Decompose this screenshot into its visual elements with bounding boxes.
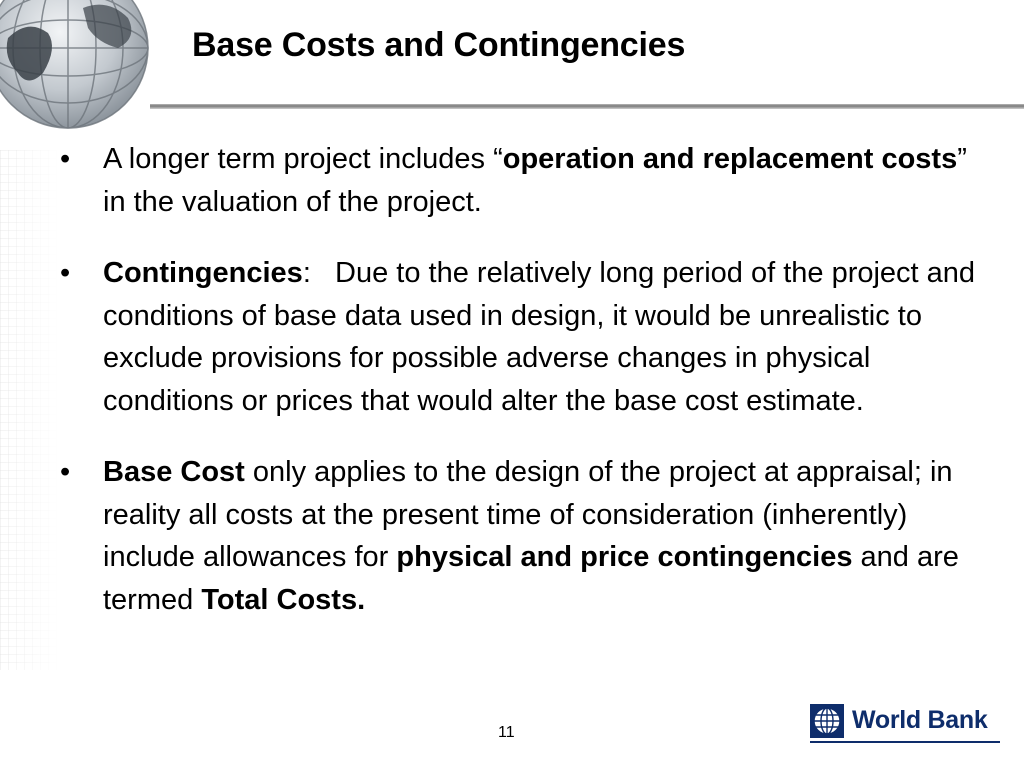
list-item	[58, 252, 984, 422]
background-grid-decoration	[0, 150, 60, 670]
bullet-text: Contingencies: Due to the relatively long period of the project and conditions of base data used in design, it would be unrealistic to exclude provisions for possible adverse changes in physical conditions or prices that would alter the base cost estimate.	[103, 257, 984, 417]
logo-underline	[810, 741, 1000, 743]
title-divider	[150, 104, 1024, 109]
bullet-marker: •	[60, 456, 71, 488]
bullet-text: A longer term project includes “operation and replacement costs” in the valuation of the project.	[103, 143, 967, 218]
slide-title: Base Costs and Contingencies	[192, 26, 686, 64]
world-bank-globe-icon	[810, 704, 844, 738]
list-item	[58, 451, 978, 621]
bullet-text: Base Cost only applies to the design of the project at appraisal; in reality all costs at the present time of consideration (inherently) include allowances for physical and price contingencies and are termed Total Costs.	[103, 456, 959, 616]
bullet-marker: •	[60, 257, 71, 289]
globe-icon	[0, 0, 158, 138]
world-bank-logo	[810, 704, 1000, 744]
bullet-list	[58, 138, 984, 650]
page-number: 11	[498, 724, 515, 741]
logo-text: World Bank	[852, 706, 988, 734]
bullet-marker: •	[60, 143, 71, 175]
list-item	[58, 138, 978, 223]
